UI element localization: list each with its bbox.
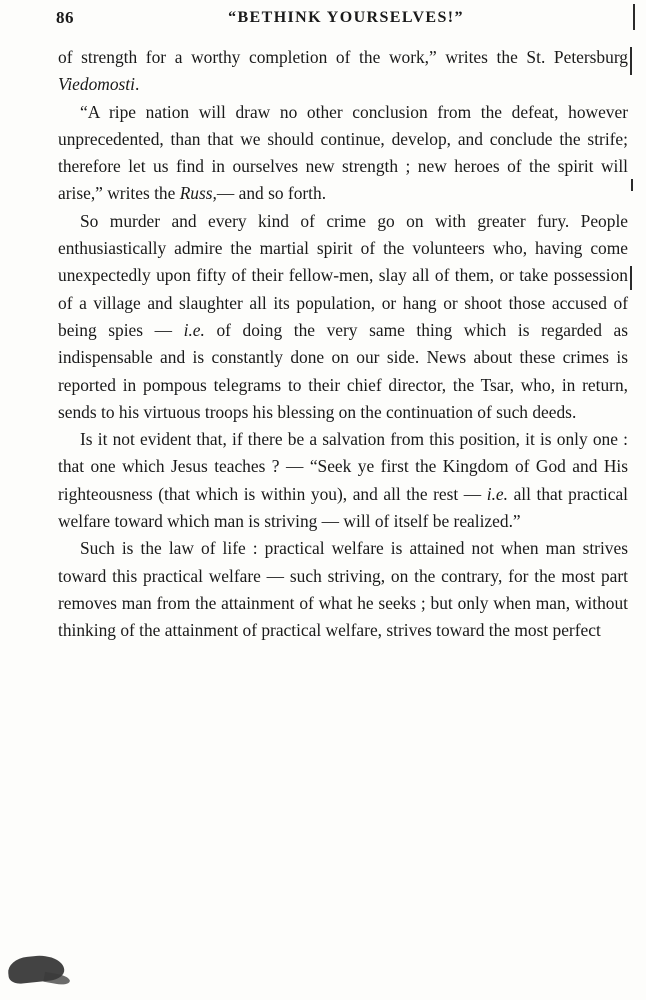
paragraph xyxy=(58,44,628,99)
page-number: 86 xyxy=(56,8,74,27)
margin-rule-mark xyxy=(633,4,635,30)
paragraph-text: “A ripe nation will draw no other conclusion from the defeat, however unprecedented, than that we should continue, develop, and conclude the strife; therefore let us find in ourselves new strength ; new heroes of the spirit will arise,” writes the xyxy=(58,101,628,204)
paragraph-text: of strength for a worthy completion of the work,” writes the St. Petersburg xyxy=(58,47,628,67)
paragraph-italic: i.e. xyxy=(486,483,508,504)
paragraph-tail: all that practical welfare toward which man is striving — will of itself be realized.” xyxy=(58,483,629,532)
running-head xyxy=(56,8,606,34)
running-title: “BETHINK YOURSELVES!” xyxy=(228,9,464,26)
margin-rule-mark xyxy=(631,179,633,191)
paragraph-italic: Russ, xyxy=(179,183,217,204)
paragraph-tail: of doing the very same thing which is regarded as indispensable and is constantly done on our side. News about these crimes is reported in pompous telegrams to their chief director, the Tsar, who, in return, sends to his virtuous troops his blessing on the continuation of such deeds. xyxy=(58,319,628,422)
paragraph-text: So murder and every kind of crime go on with greater fury. People enthusiastically admire the martial spirit of the volunteers who, having come unexpectedly upon fifty of their fellow-men, slay all of them, or take possession of a village and slaughter all its population, or hang or shoot those accused of being spies — xyxy=(58,210,628,340)
body-text xyxy=(58,44,628,645)
paragraph-tail: — and so forth. xyxy=(216,183,327,204)
paragraph xyxy=(58,208,628,426)
paragraph xyxy=(58,535,628,644)
paragraph-tail: . xyxy=(134,74,140,95)
paragraph xyxy=(58,426,628,535)
paragraph-italic: Viedomosti xyxy=(58,74,135,95)
margin-rule-mark xyxy=(630,47,632,75)
paragraph-text: Such is the law of life : practical welfare is attained not when man strives toward this practical welfare — such striving, on the contrary, for the most part removes man from the attainment of what he seeks ; but only when man, without thinking of the attainment of practical welfare, strives toward the most perfect xyxy=(58,538,628,641)
scan-smudge-tail xyxy=(43,972,70,986)
paragraph-text: Is it not evident that, if there be a salvation from this position, it is only one : that one which Jesus teaches ? — “Seek ye first the Kingdom of God and His righteousness (that which is within you), and all the rest — xyxy=(58,429,628,504)
paragraph-italic: i.e. xyxy=(183,319,205,340)
paragraph xyxy=(58,99,628,208)
margin-rule-mark xyxy=(630,266,632,290)
